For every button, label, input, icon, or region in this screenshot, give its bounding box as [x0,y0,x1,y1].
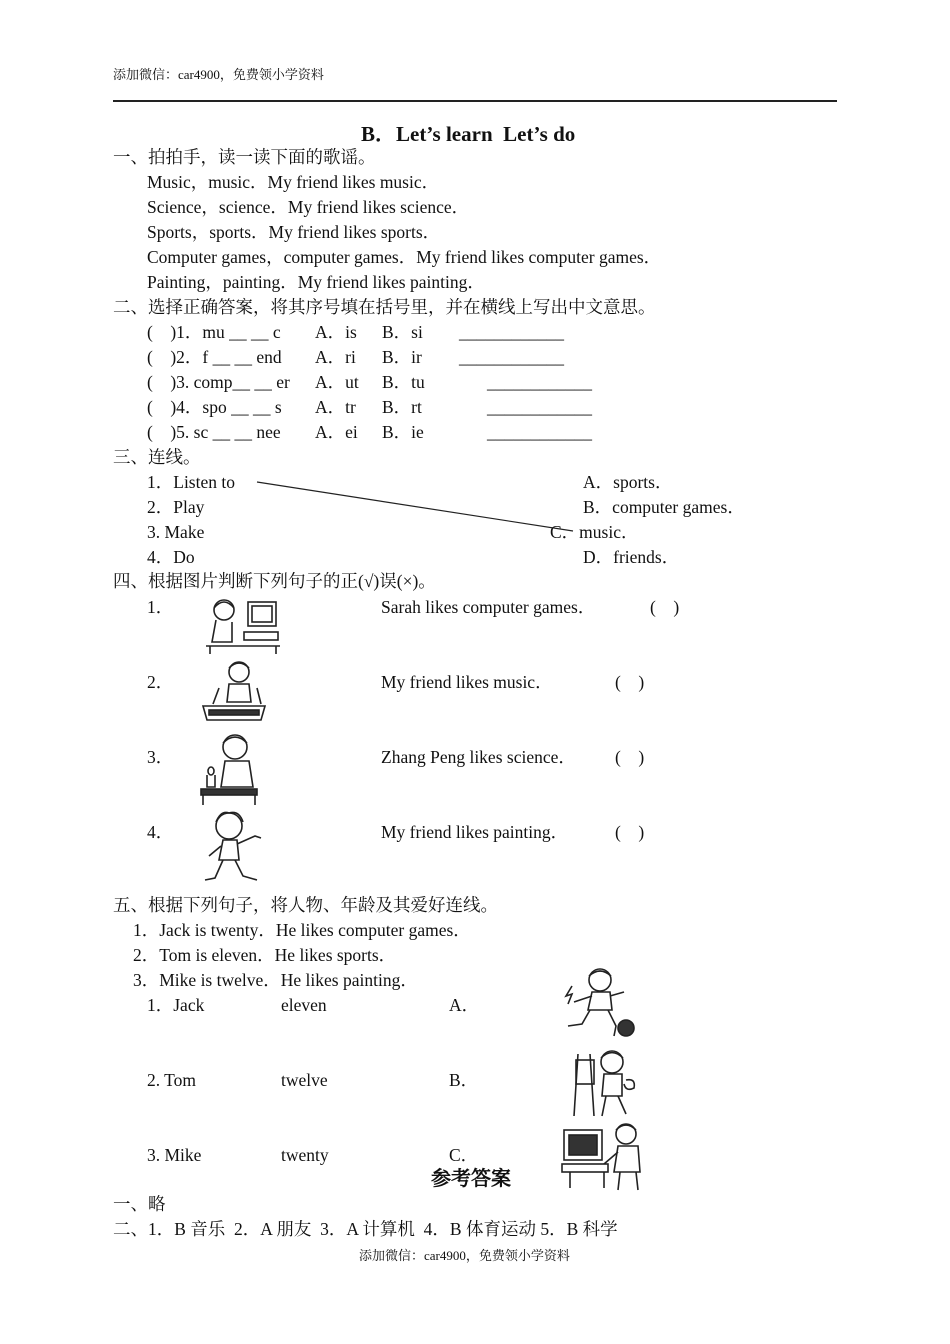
s5-letter: C． [449,1145,479,1165]
s4-item-number: 2． [147,672,174,692]
s1-line: Science，science．My friend likes science． [147,197,470,217]
s2-question: ( )5. sc __ __ nee [147,422,281,442]
s4-item-number: 3． [147,747,174,767]
s4-statement: My friend likes painting． [381,822,569,842]
answers-line: 二、1．B 音乐 2．A 朋友 3．A 计算机 4．B 体育运动 5．B 科学 [113,1219,618,1239]
s2-option-b: B．ie [382,422,424,442]
child-with-lab-flasks-icon [199,731,259,805]
s4-statement: My friend likes music． [381,672,553,692]
s2-heading: 二、选择正确答案，将其序号填在括号里，并在横线上写出中文意思。 [113,297,656,317]
worksheet-title: B．Let’s learn Let’s do [361,122,576,146]
s3-right-item[interactable]: B．computer games． [583,497,745,517]
s5-letter: A． [449,995,480,1015]
boy-kicking-ball-icon[interactable] [560,966,640,1040]
s3-heading: 三、连线。 [113,447,201,467]
s5-sentence: 3．Mike is twelve．He likes painting． [133,970,418,990]
s2-option-a: A．ei [315,422,358,442]
s5-name[interactable]: 3. Mike [147,1145,202,1165]
s5-heading: 五、根据下列句子，将人物、年龄及其爱好连线。 [113,895,498,915]
s3-left-item[interactable]: 1．Listen to [147,472,235,492]
s2-option-a: A．tr [315,397,356,417]
s2-answer-blank[interactable]: ____________ [487,422,592,442]
s3-left-item[interactable]: 2．Play [147,497,205,517]
s3-left-item[interactable]: 3. Make [147,522,205,542]
s5-age[interactable]: twenty [281,1145,329,1165]
child-playing-piano-icon [199,658,269,726]
s5-name[interactable]: 1．Jack [147,995,205,1015]
s2-question: ( )4．spo __ __ s [147,397,282,417]
s5-age[interactable]: eleven [281,995,327,1015]
s5-age[interactable]: twelve [281,1070,328,1090]
child-at-computer-icon [202,596,284,654]
s4-statement: Zhang Peng likes science． [381,747,576,767]
s2-answer-blank[interactable]: ____________ [459,322,564,342]
s3-right-item[interactable]: C．music． [550,522,639,542]
s1-line: Sports，sports．My friend likes sports． [147,222,441,242]
header-rule [113,100,837,102]
s2-question: ( )3. comp__ __ er [147,372,290,392]
answers-title: 参考答案 [431,1168,511,1190]
s2-option-b: B．rt [382,397,422,417]
s2-question: ( )1．mu __ __ c [147,322,281,342]
s2-option-a: A．ri [315,347,356,367]
s1-line: Music，music．My friend likes music． [147,172,440,192]
s2-answer-blank[interactable]: ____________ [459,347,564,367]
s5-sentence: 1．Jack is twenty．He likes computer games． [133,920,471,940]
man-at-computer-icon[interactable] [560,1120,646,1192]
s4-item-number: 1． [147,597,174,617]
s4-heading: 四、根据图片判断下列句子的正(√)误(×)。 [113,571,436,591]
page-header: 添加微信：car4900，免费领小学资料 [113,67,324,82]
s4-item-number: 4． [147,822,174,842]
s3-right-item[interactable]: D．friends． [583,547,680,567]
s2-answer-blank[interactable]: ____________ [487,397,592,417]
s2-option-b: B．tu [382,372,425,392]
s3-left-item[interactable]: 4．Do [147,547,195,567]
page-footer: 添加微信：car4900，免费领小学资料 [359,1248,570,1263]
s3-right-item[interactable]: A．sports． [583,472,673,492]
s2-option-a: A．is [315,322,357,342]
s4-answer-paren[interactable]: ( ) [615,672,645,692]
boy-painting-at-easel-icon[interactable] [570,1044,640,1118]
s2-answer-blank[interactable]: ____________ [487,372,592,392]
s5-name[interactable]: 2. Tom [147,1070,197,1090]
s4-answer-paren[interactable]: ( ) [615,822,645,842]
s1-line: Painting，painting．My friend likes painting． [147,272,485,292]
s2-option-a: A．ut [315,372,359,392]
child-running-icon [199,808,267,890]
s4-answer-paren[interactable]: ( ) [615,747,645,767]
s5-letter: B． [449,1070,479,1090]
s4-statement: Sarah likes computer games． [381,597,596,617]
s2-question: ( )2．f __ __ end [147,347,282,367]
s1-heading: 一、拍拍手，读一读下面的歌谣。 [113,147,376,167]
s5-sentence: 2．Tom is eleven．He likes sports． [133,945,397,965]
s2-option-b: B．ir [382,347,422,367]
s1-line: Computer games，computer games．My friend likes computer games． [147,247,662,267]
s4-answer-paren[interactable]: ( ) [650,597,680,617]
s2-option-b: B．si [382,322,423,342]
answers-line: 一、略 [113,1194,166,1214]
